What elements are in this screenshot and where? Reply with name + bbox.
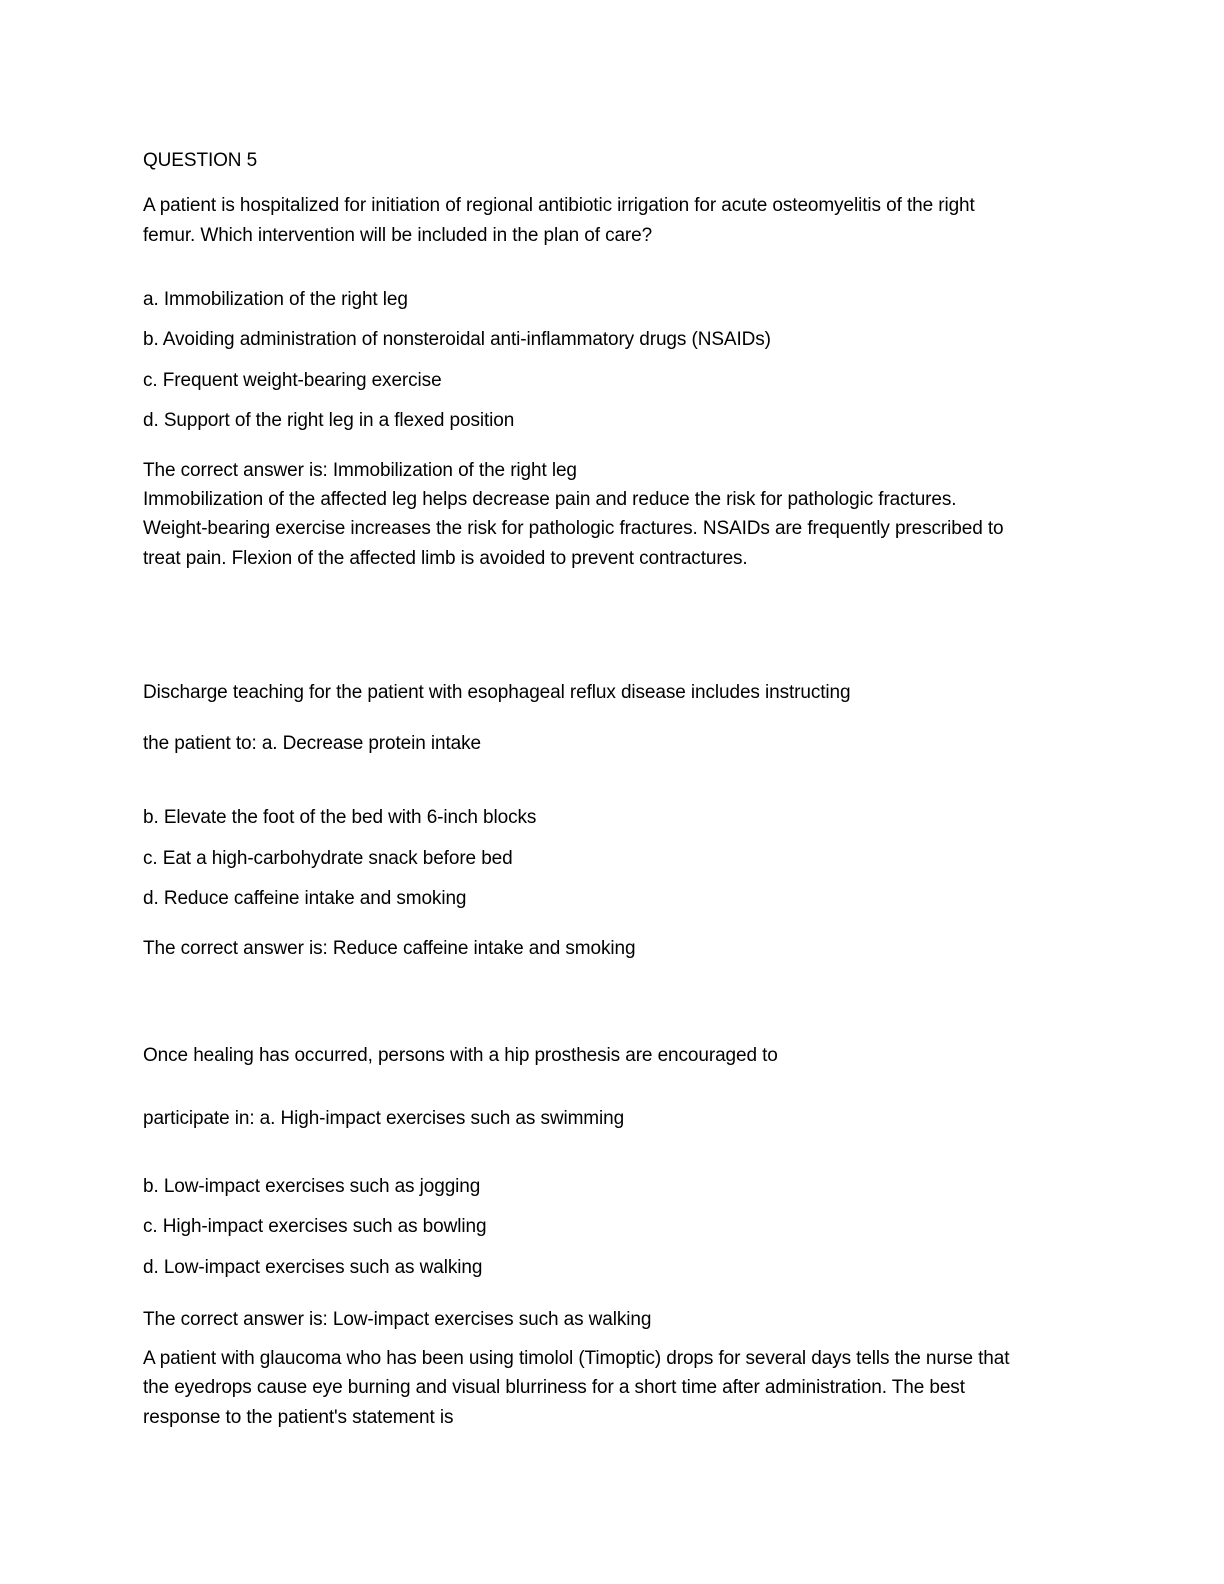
- answer-option-c: c. High-impact exercises such as bowling: [143, 1216, 487, 1237]
- rationale-line: Weight-bearing exercise increases the risk for pathologic fractures. NSAIDs are frequently prescribed to: [143, 518, 1004, 539]
- rationale-line: treat pain. Flexion of the affected limb is avoided to prevent contractures.: [143, 548, 748, 569]
- question-stem-line: femur. Which intervention will be included in the plan of care?: [143, 225, 653, 246]
- question-stem-line: response to the patient's statement is: [143, 1407, 454, 1428]
- answer-option-b: b. Low-impact exercises such as jogging: [143, 1176, 481, 1197]
- question-stem-line: A patient is hospitalized for initiation of regional antibiotic irrigation for acute osteomyelitis of the right: [143, 195, 975, 216]
- correct-answer: The correct answer is: Reduce caffeine intake and smoking: [143, 938, 636, 959]
- correct-answer: The correct answer is: Low-impact exercises such as walking: [143, 1309, 652, 1330]
- answer-option-b: b. Elevate the foot of the bed with 6-inch blocks: [143, 807, 537, 828]
- question-stem-line: Discharge teaching for the patient with esophageal reflux disease includes instructing: [143, 682, 851, 703]
- answer-option-c: c. Frequent weight-bearing exercise: [143, 370, 442, 391]
- question-heading: QUESTION 5: [143, 150, 258, 171]
- question-stem-line: A patient with glaucoma who has been using timolol (Timoptic) drops for several days tells the nurse that: [143, 1348, 1010, 1369]
- answer-option-d: d. Low-impact exercises such as walking: [143, 1257, 483, 1278]
- answer-option-d: d. Support of the right leg in a flexed position: [143, 410, 515, 431]
- answer-option-c: c. Eat a high-carbohydrate snack before bed: [143, 848, 513, 869]
- rationale-line: Immobilization of the affected leg helps decrease pain and reduce the risk for pathologic fractures.: [143, 489, 957, 510]
- question-stem-line: the patient to: a. Decrease protein intake: [143, 733, 482, 754]
- answer-option-d: d. Reduce caffeine intake and smoking: [143, 888, 467, 909]
- answer-option-b: b. Avoiding administration of nonsteroidal anti-inflammatory drugs (NSAIDs): [143, 329, 771, 350]
- question-stem-line: the eyedrops cause eye burning and visual blurriness for a short time after administration. The best: [143, 1377, 965, 1398]
- question-stem-line: participate in: a. High-impact exercises such as swimming: [143, 1108, 625, 1129]
- answer-option-a: a. Immobilization of the right leg: [143, 289, 408, 310]
- correct-answer: The correct answer is: Immobilization of the right leg: [143, 460, 577, 481]
- question-stem-line: Once healing has occurred, persons with a hip prosthesis are encouraged to: [143, 1045, 778, 1066]
